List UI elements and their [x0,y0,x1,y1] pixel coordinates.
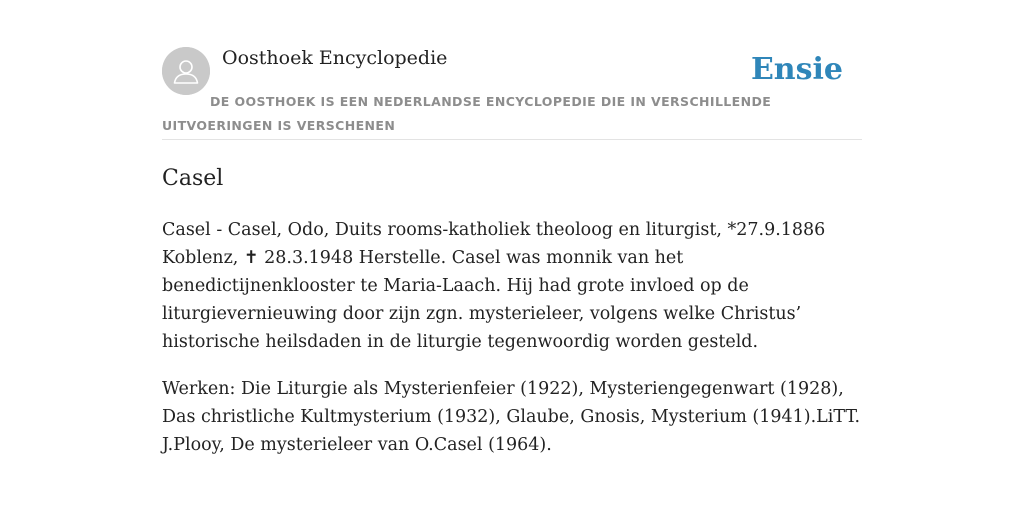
article-paragraph: Werken: Die Liturgie als Mysterienfeier (1922), Mysteriengegenwart (1928), Das christliche Kultmysterium (1932), Glaube, Gnosis, Mysterium (1941).LiTT. J.Plooy, De mysterieleer van O.Casel (1964). [162,379,861,455]
article-body [162,216,864,478]
brand-logo[interactable]: Ensie [750,52,843,87]
article-paragraph: Casel - Casel, Odo, Duits rooms-katholiek theoloog en liturgist, *27.9.1886 Koblenz, ✝ 28.3.1948 Herstelle. Casel was monnik van het benedictijnenklooster te Maria-Laach. Hij had grote invloed op de liturgievernieuwing door zijn zgn. mysterieleer, volgens welke Christus’ historische heilsdaden in de liturgie tegenwoordig worden gesteld. [162,220,826,352]
user-avatar-icon[interactable] [162,47,210,95]
article-title: Casel [162,166,224,191]
source-name-link[interactable]: Oosthoek Encyclopedie [222,47,448,69]
header [162,46,862,140]
source-tagline: DE OOSTHOEK IS EEN NEDERLANDSE ENCYCLOPEDIE DIE IN VERSCHILLENDE UITVOERINGEN IS VERSCHENEN [162,94,772,133]
